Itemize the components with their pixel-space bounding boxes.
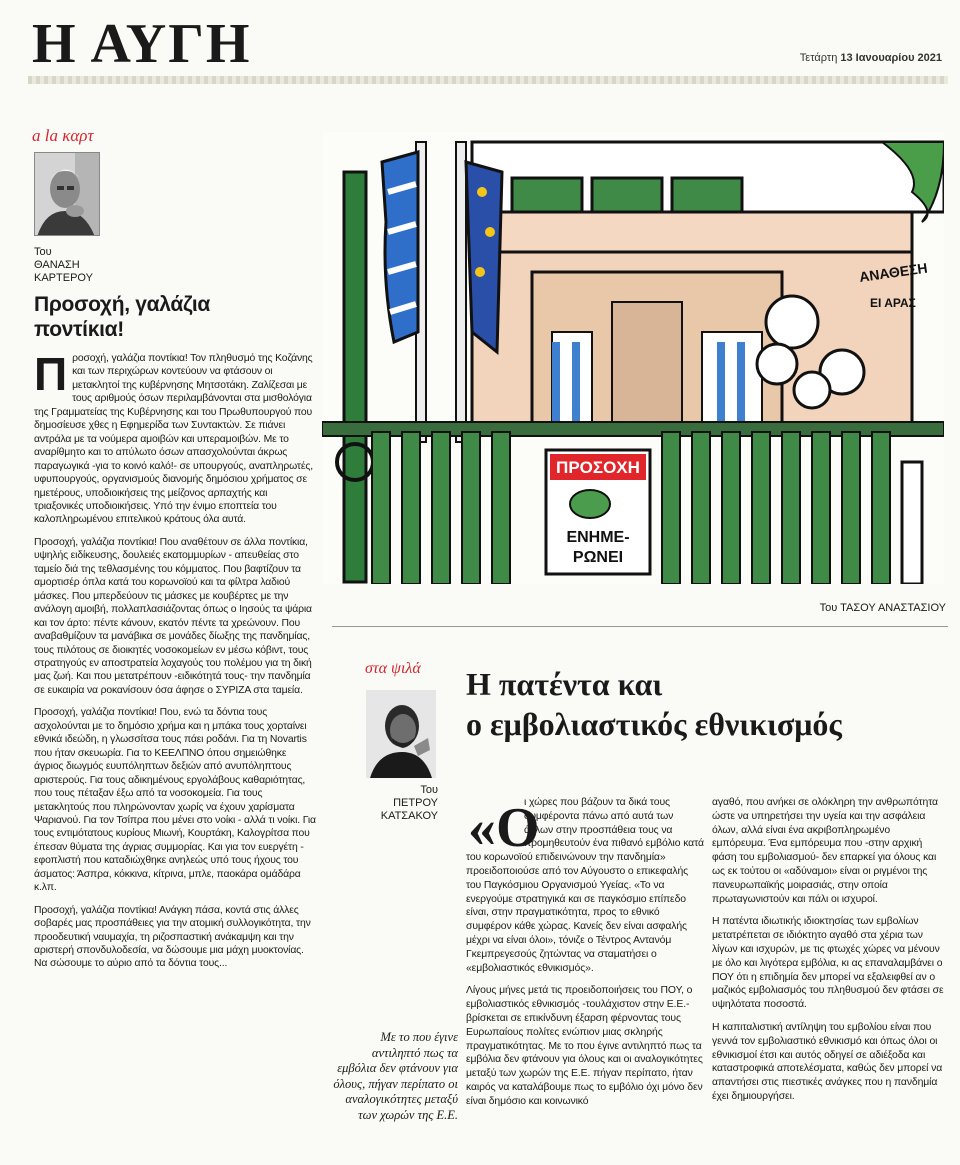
cartoon-sign-top: ΠΡΟΣΟΧΗ	[556, 458, 640, 477]
article-paragraph: Προσοχή, γαλάζια ποντίκια! Που, ενώ τα δόντια τους ασχολούνται με το δημόσιο χρήμα και η μπάκα τους χορταίνει εθνικά ιδεώδη, η γλωσσίτσα τους πάει ροδάνι. Για τη Novartis που ήταν σκευωρία. Για το ΚΕΕΛΠΝΟ όπου σημειώθηκε άγριος διωγμός ευυπόληπτων δεξιών από ανυπόληπτους αριστερούς. Για τους αδικημένους εργολάβους καθαριότητας, που τους πέταξαν έξω από τα νοσοκομεία. Για τους μετακλητούς που πληρώνονταν χωρίς να έχουν χαρίσματα Ψαριανού. Για τον Τσίπρα που μένει στο νοίκι - αλλά τι νοίκι. Για τους εντιμότατους κυρίους Μιωνή, Κουρτάκη, Καλογρίτσα που έπεσαν θύματα της άγριας συμμορίας. Και για τον ευεργέτη - εφοπλιστή που καταδιώχθηκε ανηλεώς υπό τους ήχους του άσματος: Άσπρα, κόκκινα, κίτρινα, μπλε, παοκάρα ομάδάρα κ.λπ.	[34, 707, 316, 894]
author-portrait	[34, 152, 100, 236]
article-paragraph: Η πατέντα ιδιωτικής ιδιοκτησίας των εμβολίων μετατρέπεται σε ιδιόκτητο αγαθό στα χέρια των λίγων και ισχυρών, με τις φτωχές χώρες να μένουν με όλο και λιγότερα εμβόλια, κι ας επαναλαμβάνει ο ΠΟΥ ότι η επιδημία δεν μπορεί να εξαλειφθεί αν ο μαζικός εμβολιασμός του πληθυσμού δεν φτάσει σε υψηλότατα ποσοστά.	[712, 916, 944, 1011]
article-paragraph: Προσοχή, γαλάζια ποντίκια! Που αναθέτουν σε άλλα ποντίκια, υψηλής ειδίκευσης, δουλειές εκατομμυρίων - απευθείας στο ταμείο διά της τεθλασμένης του κόμματος. Που βαφτίζουν τα αμορτισέρ όπλα κατά του κορωνοϊού και τα φίλτρα λαδιού μάσκες. Που μπερδεύουν τις μάσκες με κουβέρτες με την ανάλογη αμοιβή, πολλαπλασιάζοντας όπως ο Ιησούς τα ψάρια και τον άρτο: πέντε κάνουν, εκατόν πέντε τα χρεώνουν. Που αναβαθμίζουν τα μανάβικα σε μονάδες δίωξης της πανδημίας, τους πιλότους σε διοικητές νοσοκομείων εν μέσω κόβιντ, τους στρατηγούς εν αποστρατεία λοχαγούς του πολέμου για τη δική μας ζωή. Και που μετατρέπουν -ειδικότητά τους- την πανδημία σε ευκαιρία να ροκανίσουν όσα άφησε ο ΣΥΡΙΖΑ στα ταμεία.	[34, 536, 312, 696]
author-byline-2	[338, 784, 438, 823]
masthead-divider	[28, 76, 948, 84]
pull-quote: Με το που έγινε αντιληπτό πως τα εμβόλια δεν φτάνουν για όλους, πήγαν περίπατο οι αναλογικότητες μεταξύ των χωρών της Ε.Ε.	[333, 1030, 458, 1122]
author-name-last: ΚΑΡΤΕΡΟΥ	[34, 272, 93, 284]
column-kicker-2: στα ψιλά	[365, 660, 421, 677]
author-portrait-2	[366, 690, 436, 778]
article-paragraph: Προσοχή, γαλάζια ποντίκια! Ανάγκη πάσα, κοντά στις άλλες σοβαρές μας προσπάθειες για την ατομική συλλογικότητα, την προοδευτική ναυμαχία, τη ριζοσπαστική ανάκαμψη και την αριστερή σπονδυλοδεσία, να δώσουμε μια μάχη μυοκτονίας. Να σώσουμε το αύριο από τα δόντια τους...	[34, 904, 311, 970]
article-headline: Προσοχή, γαλάζια ποντίκια!	[34, 293, 211, 341]
article-headline-2	[466, 664, 842, 744]
byline-prefix: Του	[34, 246, 52, 258]
article-paragraph: Λίγους μήνες μετά τις προειδοποιήσεις του ΠΟΥ, ο εμβολιαστικός εθνικισμός -τουλάχιστον στην Ε.Ε.- βρίσκεται σε επικίνδυνη έξαρση φέρνοντας τους Ευρωπαίους πολίτες ενώπιον μιας σκληρής πραγματικότητας. Με το που έγινε αντιληπτό πως τα εμβόλια δεν φτάνουν για όλους και οι αναλογικότητες μεταξύ των χωρών της Ε.Ε. πήγαν περίπατο, ήταν καιρός να καταλάβουμε πως το εμβόλιο όχι μόνο δεν είναι δημόσιο και κοινωνικό	[466, 985, 703, 1107]
cartoon-sign-line1: ΕΝΗΜΕ-	[566, 529, 630, 546]
cartoon-scribble-2: ΕΙ ΑΡΑΣ	[870, 296, 916, 310]
issue-date	[800, 52, 942, 64]
editorial-cartoon	[322, 132, 944, 584]
article-paragraph: Η καπιταλιστική αντίληψη του εμβολίου είναι που γεννά τον εμβολιαστικό εθνικισμό και όπως όλοι οι εθνικισμοί έτσι και αυτός οδηγεί σε αδιέξοδα και καταστροφικά αποτελέσματα, καθώς δεν μπορεί να απαντήσει στις πιεστικές ανάγκες που η πανδημία έχει δημιουργήσει.	[712, 1021, 943, 1102]
issue-date-full: 13 Ιανουαρίου 2021	[840, 52, 942, 64]
issue-date-day: Τετάρτη	[799, 52, 838, 64]
cartoon-sign-line2: ΡΩΝΕΙ	[572, 549, 624, 566]
paragraph-text: ροσοχή, γαλάζια ποντίκια! Τον πληθυσμό της Κοζάνης και των περιχώρων κοντεύουν να φτάσουν οι μετακλητοί της κυβέρνησης Μητσοτάκη. Ζαλίζεσαι με τους αριθμούς όσων περιλαμβάνονται στα μισθολόγια της Γραμματείας της Κυβέρνησης και του Πρωθυπουργού που δημοσίευσε χθες η Εφημερίδα των Συντακτών. Σε πιάνει αντράλα με τα νούμερα αμοιβών και υπεραμοιβών. Με το αναρίθμητο και το απύλωτο όσων απασχολούνται άκρως παραγωγικά -για το κοινό καλό!- σε υπουργούς, αναπληρωτές, υφυπουργούς, οργανισμούς διανομής δημόσιου χρήματος σε ημετέρους, υποδιοικήσεις της μείζονος αρπαχτής και τριαξονικές υποδιοικήσεις. Υπό την ένιμο εποπτεία του καλοπληρωμένου επιτελικού κράτους όλα αυτά.	[34, 353, 313, 526]
byline-prefix-2: Του	[420, 784, 438, 796]
article-paragraph: αγαθό, που ανήκει σε ολόκληρη την ανθρωπότητα ώστε να υπηρετήσει την υγεία και την ασφάλεια όλων, αλλά είναι ένα ακριβοπληρωμένο εμπόρευμα. Ένα εμπόρευμα που -στην αρχική φάση του εμβολιασμού- δεν επαρκεί για όλους και ως εκ τούτου οι «αδύναμοι» είναι οι ριγμένοι της πανευρωπαϊκής μοιρασιάς, στην οποία πρωταγωνιστούν και πάλι οι ισχυροί.	[712, 797, 938, 905]
cartoon-scribble-1: ΑΝΑΘΕΣΗ	[858, 259, 929, 285]
masthead-title: Η ΑΥΓΗ	[32, 13, 252, 75]
column-kicker: a la καρτ	[32, 126, 94, 145]
section-divider	[332, 626, 948, 627]
author-name-2: ΠΕΤΡΟΥ ΚΑΤΣΑΚΟΥ	[380, 797, 438, 822]
paragraph-text: ι χώρες που βάζουν τα δικά τους συμφέροντα πάνω από αυτά των άλλων στην προσπάθεια τους να προμηθευτούν ένα πιθανό εμβόλιο κατά του κορωνοϊού επιδεινώνουν την πανδημία» προειδοποιούσε από τον Αύγουστο ο επικεφαλής του Παγκόσμιου Οργανισμού Υγείας. «Το να ενεργούμε στρατηγικά και σε παγκόσμιο επίπεδο είναι, στην πραγματικότητα, προς το εθνικό συμφέρον κάθε χώρας. Κανείς δεν είναι ασφαλής μέχρι να είναι όλοι», τόνιζε ο Τέντρος Αντανόμ Γκεμπρεγεσούς ζητώντας να σταματήσει ο «εμβολιαστικός εθνικισμός».	[466, 797, 704, 974]
opening-quote: «Ο	[468, 797, 540, 859]
author-byline	[34, 246, 93, 285]
article-2-column-2	[712, 796, 944, 1113]
cartoon-credit: Του ΤΑΣΟΥ ΑΝΑΣΤΑΣΙΟΥ	[819, 602, 946, 614]
article-body	[34, 348, 318, 980]
author-name-first: ΘΑΝΑΣΗ	[34, 259, 80, 271]
article-paragraph	[34, 348, 318, 527]
headline-line-1: Η πατέντα και	[466, 666, 663, 702]
drop-cap: Π	[34, 348, 68, 400]
headline-line-2: ο εμβολιαστικός εθνικισμός	[466, 706, 842, 742]
